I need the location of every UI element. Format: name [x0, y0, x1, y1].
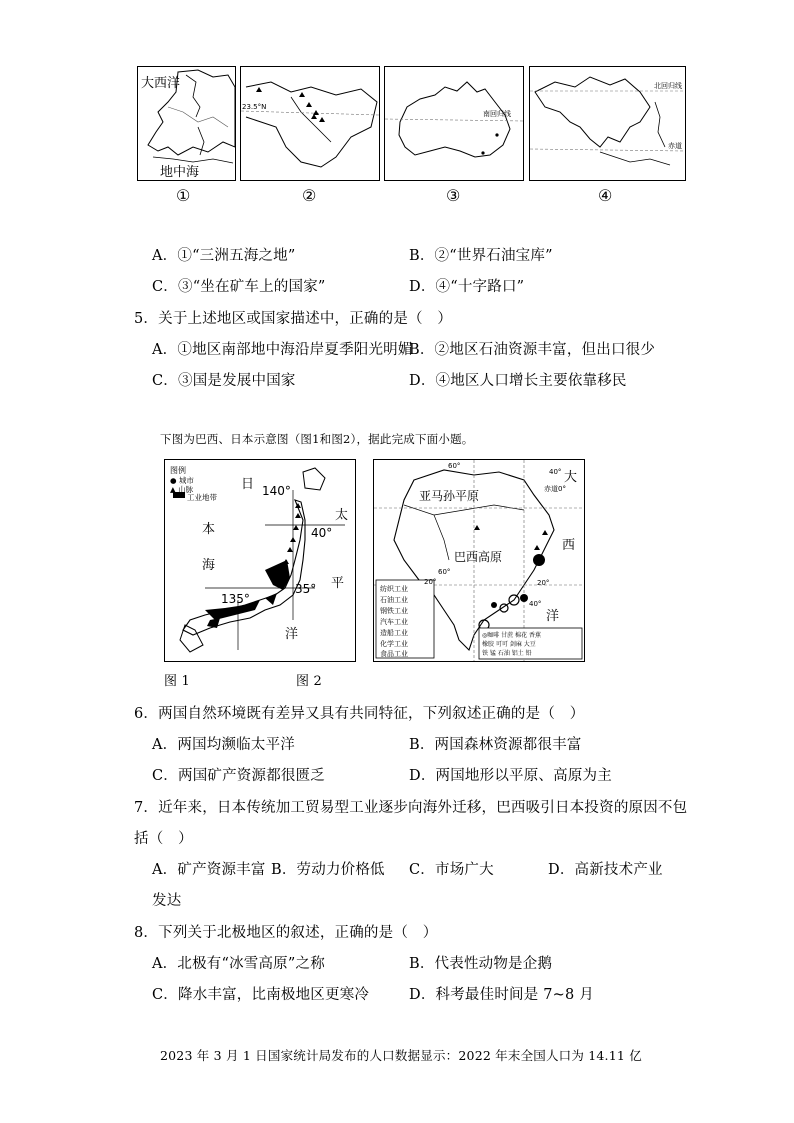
japan-legend-industry: 工业地带 [187, 493, 217, 502]
q5-option-b: B．②地区石油资源丰富，但出口很少 [409, 342, 656, 358]
brazil-lat-40: 40° [549, 468, 562, 476]
q8-option-b: B．代表性动物是企鹅 [409, 956, 553, 972]
q6-option-b: B．两国森林资源都很丰富 [409, 737, 582, 753]
map2-label-latitude: 23.5°N [242, 103, 267, 111]
brazil-legend-1: 石油工业 [380, 596, 408, 604]
q7-option-c: C．市场广大 [409, 862, 494, 878]
brazil-legend-6: 食品工业 [380, 650, 408, 658]
q4-option-d: D．④“十字路口” [409, 279, 525, 295]
brazil-lon-40: 40° [529, 600, 542, 608]
q4-option-b: B．②“世界石油宝库” [409, 248, 553, 264]
map1-number: ① [176, 186, 191, 205]
q6-option-d: D．两国地形以平原、高原为主 [409, 768, 612, 784]
brazil-legend-2: 钢铁工业 [380, 607, 408, 615]
japan-lat-35: 35° [295, 582, 317, 596]
q6-option-a: A．两国均濒临太平洋 [152, 737, 295, 753]
brazil-label-equator: 赤道0° [544, 485, 566, 493]
q6-option-c: C．两国矿产资源都很匮乏 [152, 768, 325, 784]
brazil-label-amazon: 亚马孙平原 [419, 489, 480, 503]
q4-option-c: C．③“坐在矿车上的国家” [152, 279, 326, 295]
map-middle-east [240, 66, 380, 181]
fig1-label: 图 1 [164, 674, 191, 689]
map-europe [137, 66, 236, 181]
q7-stem-line2: 括（ ） [134, 831, 193, 847]
map4-number: ④ [598, 186, 613, 205]
japan-lon-140: 140° [262, 484, 291, 498]
japan-map [164, 459, 356, 662]
japan-label-tai: 太 [335, 508, 349, 523]
japan-label-ping: 平 [331, 576, 345, 591]
brazil-label-da: 大 [564, 470, 578, 485]
japan-brazil-intro: 下图为巴西、日本示意图（图1和图2），据此完成下面小题。 [160, 432, 474, 446]
map3-label-tropic: 南回归线 [483, 110, 511, 118]
brazil-legend-5: 化学工业 [380, 640, 408, 648]
brazil-lat-20b: 20° [537, 579, 550, 587]
brazil-legend2-1: 橡胶 可可 剑麻 大豆 [482, 641, 536, 648]
japan-legend-title: 图例 [170, 466, 186, 475]
brazil-lon-60: 60° [438, 568, 451, 576]
q7-option-b: B．劳动力价格低 [271, 862, 385, 878]
japan-lat-40: 40° [311, 526, 333, 540]
q5-option-c: C．③国是发展中国家 [152, 373, 296, 389]
map3-number: ③ [446, 186, 461, 205]
japan-lon-135: 135° [221, 592, 250, 606]
japan-label-ben: 本 [202, 522, 216, 537]
japan-label-yang: 洋 [285, 627, 299, 642]
middle-east-outline [241, 67, 379, 180]
q5-option-d: D．④地区人口增长主要依靠移民 [409, 373, 627, 389]
q7-option-d-cont: 发达 [152, 893, 182, 909]
brazil-legend-0: 纺织工业 [380, 585, 408, 593]
brazil-map [373, 459, 585, 662]
q4-option-a: A．①“三洲五海之地” [152, 248, 296, 264]
japan-outline [165, 460, 355, 661]
brazil-label-yang: 洋 [546, 609, 560, 624]
q6-stem: 6．两国自然环境既有差异又具有共同特征，下列叙述正确的是（ ） [134, 706, 585, 722]
map-australia [384, 66, 524, 181]
q5-option-a: A．①地区南部地中海沿岸夏季阳光明媚 [152, 342, 413, 358]
map4-label-tropic: 北回归线 [654, 82, 682, 90]
australia-outline [385, 67, 523, 180]
brazil-legend2-0: ◎咖啡 甘蔗 棉花 香蕉 [482, 632, 541, 639]
japan-label-hai: 海 [202, 558, 216, 573]
map-southeast-asia [529, 66, 686, 181]
brazil-lat-20: 20° [424, 578, 437, 586]
q8-stem: 8．下列关于北极地区的叙述，正确的是（ ） [134, 925, 438, 941]
brazil-label-xi: 西 [562, 538, 576, 553]
brazil-legend-3: 汽车工业 [380, 618, 408, 626]
fig2-label: 图 2 [296, 674, 323, 689]
population-intro: 2023 年 3 月 1 日国家统计局发布的人口数据显示：2022 年末全国人口为 14.11 亿 [160, 1048, 642, 1063]
brazil-legend2-2: 铁 锰 石油 铝土 铅 [482, 650, 532, 657]
japan-label-ri: 日 [241, 477, 255, 492]
q7-option-d: D．高新技术产业 [548, 862, 663, 878]
brazil-lat-top: 60° [448, 462, 461, 470]
map4-label-equator: 赤道 [668, 142, 682, 150]
brazil-label-plateau: 巴西高原 [454, 550, 503, 564]
q8-option-a: A．北极有“冰雪高原”之称 [152, 956, 325, 972]
brazil-legend-4: 造船工业 [380, 629, 408, 637]
map1-label-mediterranean: 地中海 [160, 165, 200, 180]
map2-number: ② [302, 186, 317, 205]
q7-option-a: A．矿产资源丰富 [152, 862, 266, 878]
q5-stem: 5．关于上述地区或国家描述中，正确的是（ ） [134, 311, 453, 327]
japan-legend-mountain: ▲ 山脉 [170, 485, 194, 494]
japan-legend-city: ● 城市 [170, 476, 194, 485]
q8-option-d: D．科考最佳时间是 7~8 月 [409, 987, 594, 1003]
map1-label-atlantic: 大西洋 [141, 76, 181, 91]
q7-stem-line1: 7．近年来，日本传统加工贸易型工业逐步向海外迁移，巴西吸引日本投资的原因不包 [134, 800, 688, 816]
q8-option-c: C．降水丰富，比南极地区更寒冷 [152, 987, 370, 1003]
